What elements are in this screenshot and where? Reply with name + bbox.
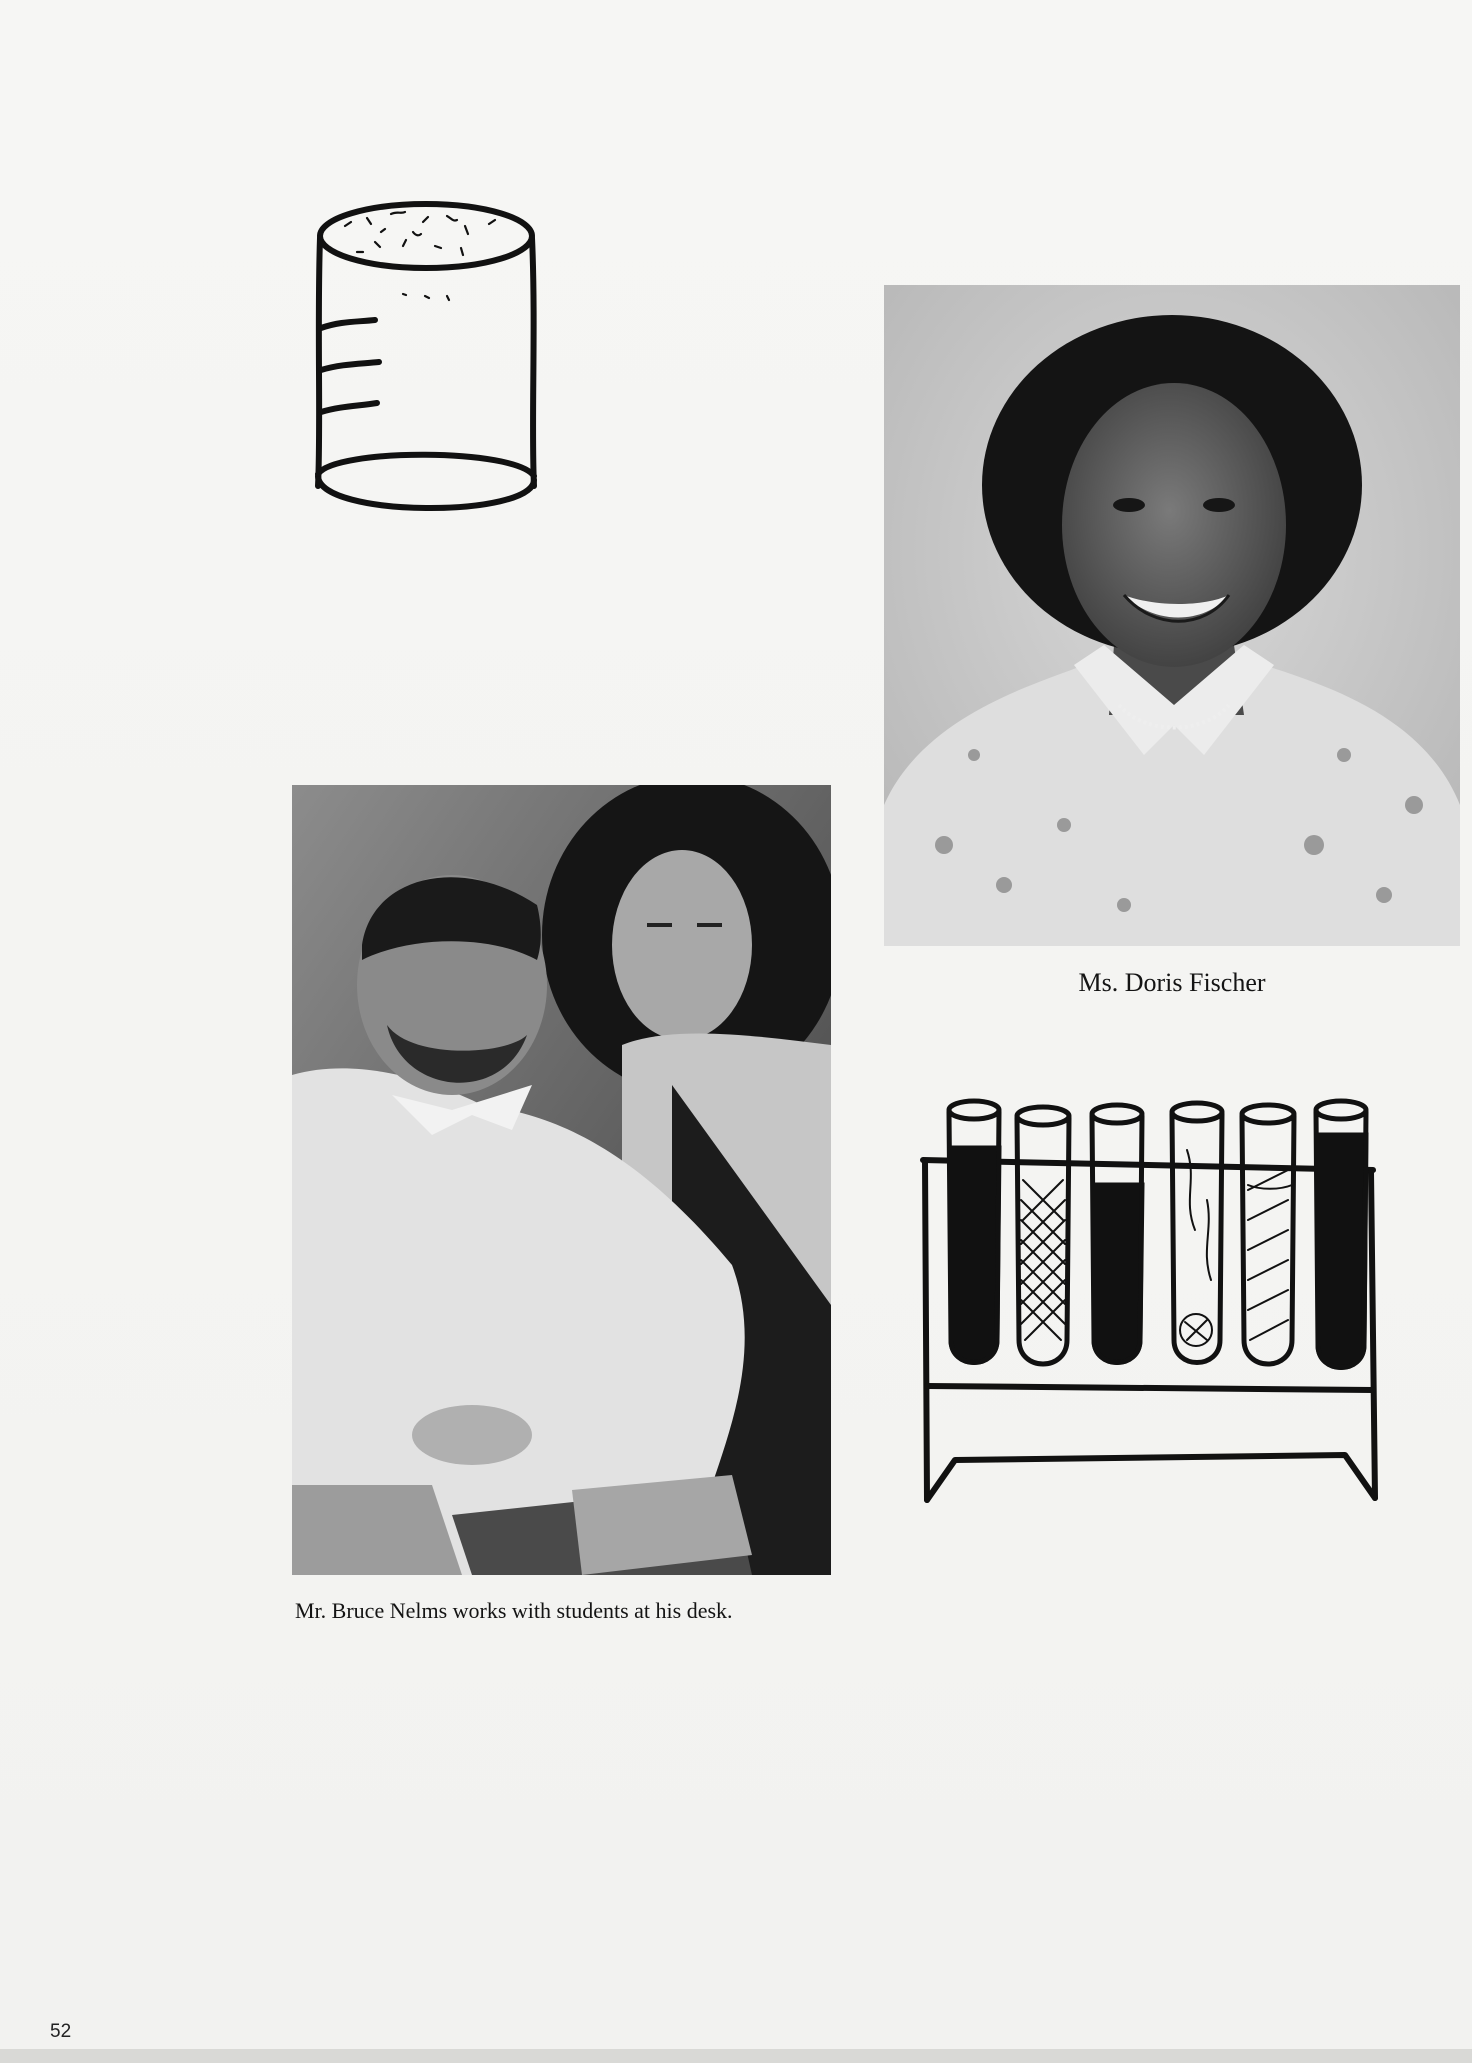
test-tube-rack-drawing-icon (915, 1090, 1395, 1520)
page-number: 52 (50, 2021, 72, 2042)
beaker-drawing-icon (305, 196, 545, 541)
photo-caption-fischer: Ms. Doris Fischer (1078, 968, 1266, 997)
scan-bottom-edge (0, 2049, 1472, 2063)
classroom-photo-nelms (292, 785, 831, 1575)
portrait-photo-fischer (884, 285, 1460, 946)
photo-caption-nelms: Mr. Bruce Nelms works with students at his desk. (295, 1598, 733, 1623)
